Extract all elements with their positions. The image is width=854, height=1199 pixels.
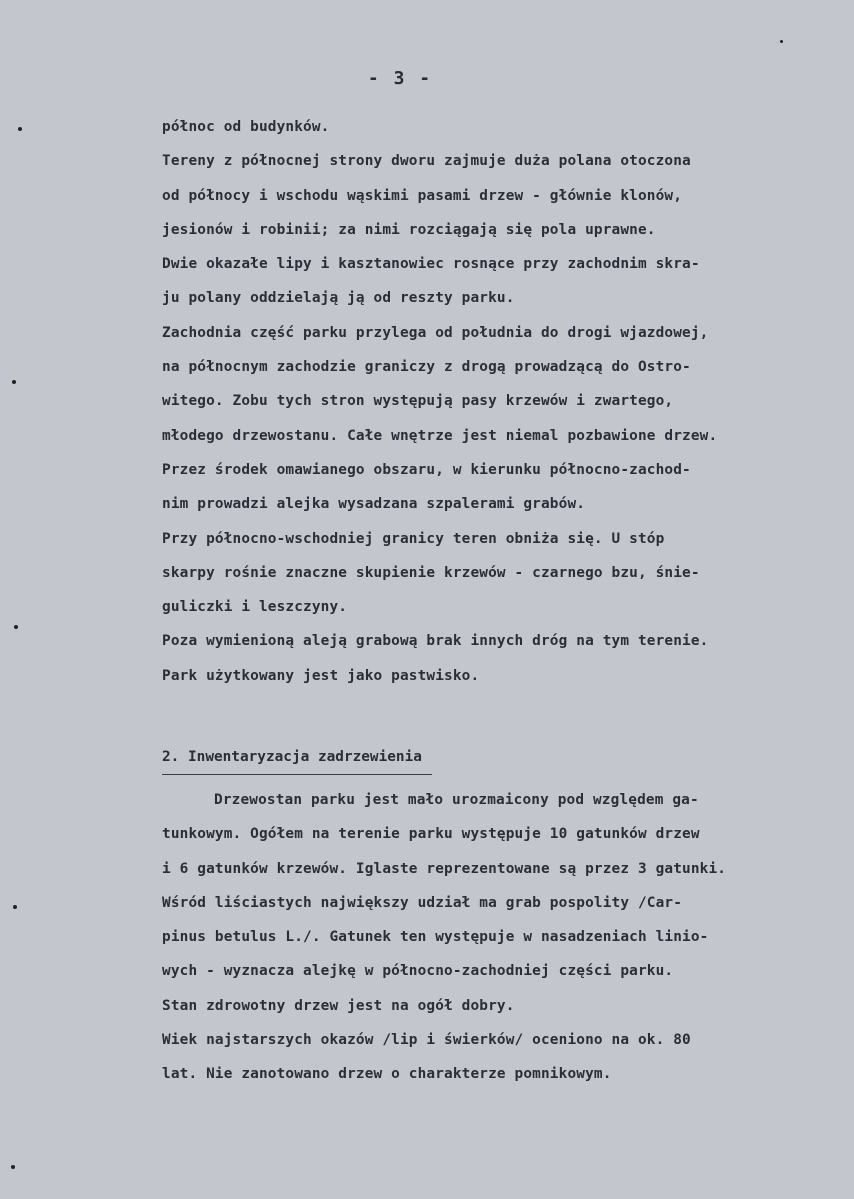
text-line: i 6 gatunków krzewów. Iglaste reprezentowane są przez 3 gatunki. bbox=[162, 860, 727, 877]
text-line: skarpy rośnie znaczne skupienie krzewów - czarnego bzu, śnie- bbox=[162, 564, 700, 581]
text-line: na północnym zachodzie graniczy z drogą prowadzącą do Ostro- bbox=[162, 359, 691, 376]
text-line: Zachodnia część parku przylega od południa do drogi wjazdowej, bbox=[162, 324, 709, 341]
section-1-text bbox=[162, 110, 842, 693]
text-line: Park użytkowany jest jako pastwisko. bbox=[162, 667, 480, 684]
paper-speck bbox=[13, 905, 17, 909]
text-line: Drzewostan parku jest mało urozmaicony pod względem ga- bbox=[214, 792, 699, 808]
text-line: Poza wymienioną aleją grabową brak innych dróg na tym terenie. bbox=[162, 633, 709, 650]
text-line: wych - wyznacza alejkę w północno-zachodniej części parku. bbox=[162, 963, 674, 980]
text-line: tunkowym. Ogółem na terenie parku występuje 10 gatunków drzew bbox=[162, 826, 700, 843]
paper-speck bbox=[12, 380, 16, 384]
text-line: nim prowadzi alejka wysadzana szpalerami grabów. bbox=[162, 496, 586, 513]
paper-speck bbox=[18, 127, 22, 131]
text-line: ju polany oddzielają ją od reszty parku. bbox=[162, 290, 515, 307]
text-line: guliczki i leszczyny. bbox=[162, 599, 348, 616]
text-line: witego. Zobu tych stron występują pasy krzewów i zwartego, bbox=[162, 393, 674, 410]
paper-speck bbox=[11, 1165, 15, 1169]
section-heading: 2. Inwentaryzacja zadrzewienia bbox=[162, 740, 432, 775]
paper-speck bbox=[780, 40, 783, 43]
text-line: lat. Nie zanotowano drzew o charakterze pomnikowym. bbox=[162, 1066, 612, 1083]
text-line: jesionów i robinii; za nimi rozciągają się pola uprawne. bbox=[162, 221, 656, 238]
text-line: Stan zdrowotny drzew jest na ogół dobry. bbox=[162, 997, 515, 1014]
text-line: od północy i wschodu wąskimi pasami drzew - głównie klonów, bbox=[162, 187, 683, 204]
text-line: Przez środek omawianego obszaru, w kierunku północno-zachod- bbox=[162, 461, 691, 478]
text-line: Przy północno-wschodniej granicy teren obniża się. U stóp bbox=[162, 530, 665, 547]
section-2-text bbox=[162, 783, 842, 1092]
page-number: - 3 - bbox=[367, 68, 433, 89]
text-line: Tereny z północnej strony dworu zajmuje duża polana otoczona bbox=[162, 153, 691, 170]
text-line: Wśród liściastych największy udział ma grab pospolity /Car- bbox=[162, 894, 683, 911]
text-line: młodego drzewostanu. Całe wnętrze jest niemal pozbawione drzew. bbox=[162, 427, 718, 444]
text-line: Dwie okazałe lipy i kasztanowiec rosnące przy zachodnim skra- bbox=[162, 256, 700, 273]
text-line: północ od budynków. bbox=[162, 119, 330, 135]
text-line: Wiek najstarszych okazów /lip i świerków/ oceniono na ok. 80 bbox=[162, 1032, 691, 1049]
paper-speck bbox=[14, 625, 18, 629]
text-line: pinus betulus L./. Gatunek ten występuje w nasadzeniach linio- bbox=[162, 929, 709, 946]
